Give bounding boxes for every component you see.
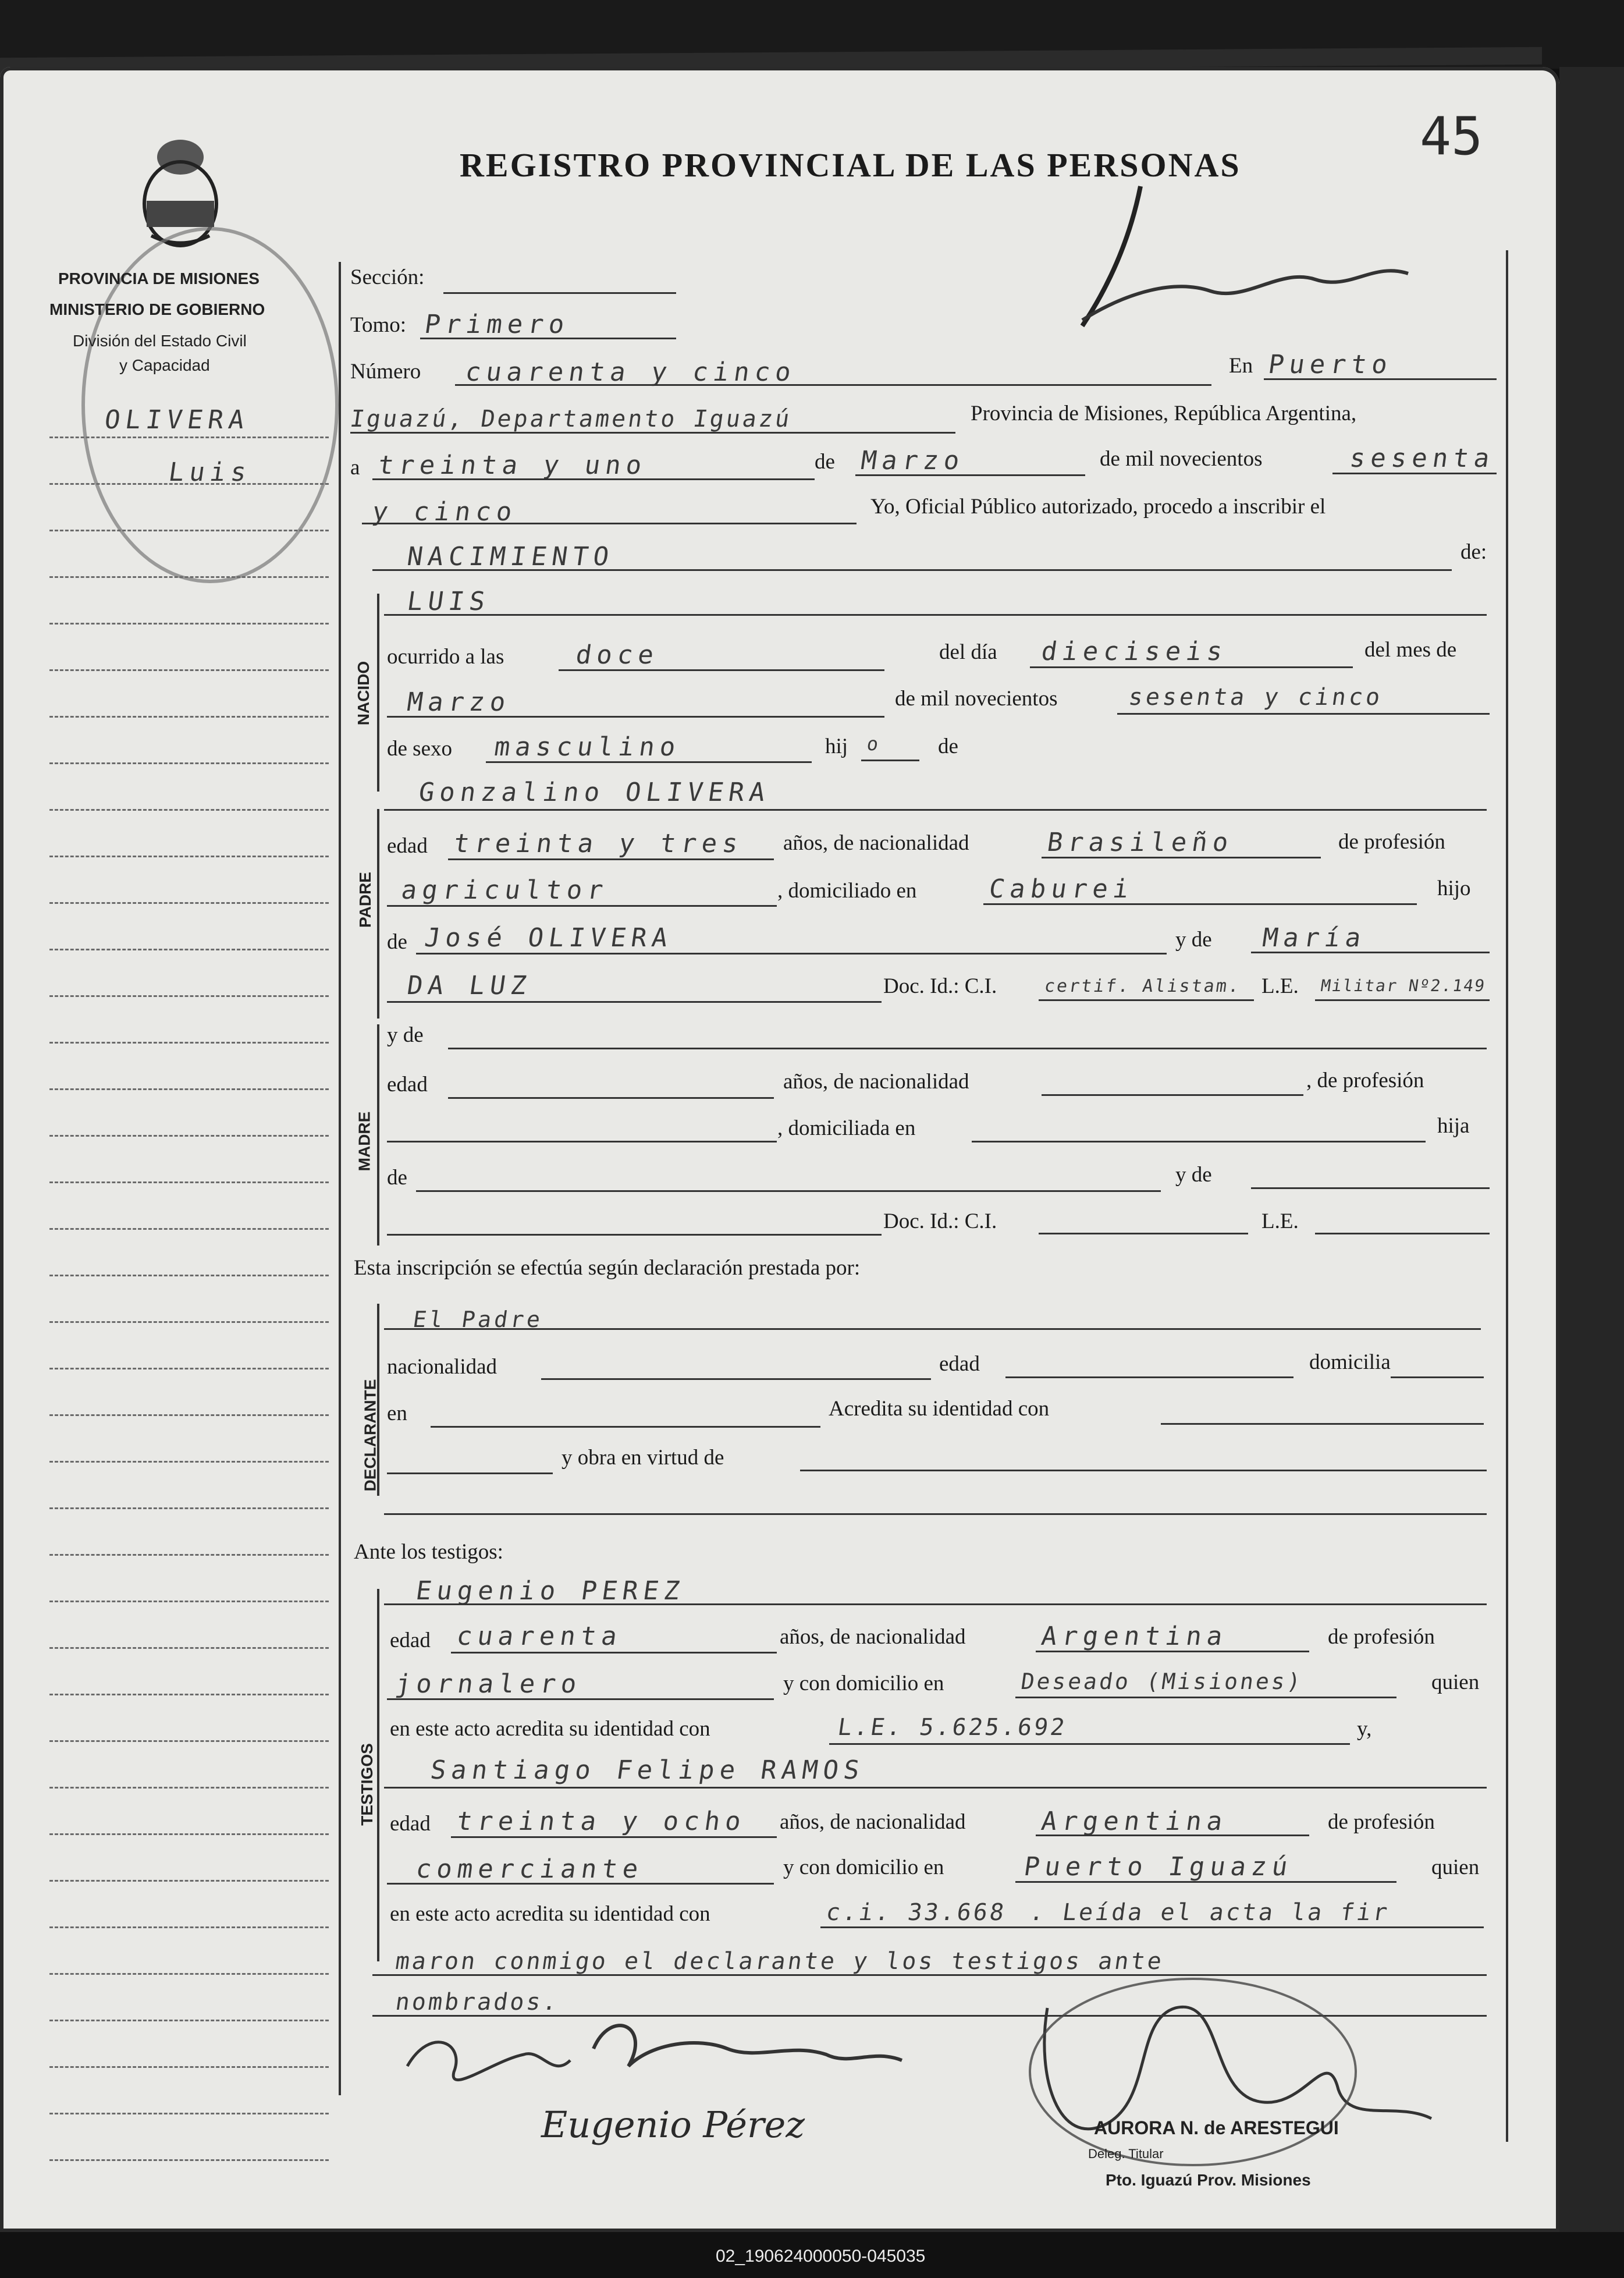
padre-nombre-line — [384, 809, 1487, 811]
padre-prof-label: de profesión — [1338, 830, 1445, 854]
testigo1-nombre-line — [384, 1603, 1487, 1605]
padre-prof-line — [387, 905, 777, 907]
nacido-label: NACIDO — [354, 661, 373, 726]
madre-doc-line — [1039, 1233, 1248, 1234]
padre-nac-line — [1042, 857, 1321, 858]
testigo1-acredita-label: en este acto acredita su identidad con — [390, 1717, 710, 1741]
testigo1-nac-line — [1036, 1651, 1309, 1652]
testigo1-edad-line — [451, 1652, 777, 1653]
padre-dom-label: , domiciliado en — [777, 879, 917, 903]
margin-ruled-line — [49, 2020, 329, 2021]
padre-dom-value: Caburei — [987, 874, 1136, 904]
declarante-acredita-line — [1161, 1423, 1484, 1425]
form-left-border — [339, 262, 341, 2095]
margin-ruled-line — [49, 1088, 329, 1090]
stamp-line-1: PROVINCIA DE MISIONES — [58, 269, 260, 288]
margin-ruled-line — [49, 623, 329, 625]
padre-le-label: L.E. — [1261, 974, 1299, 998]
margin-ruled-line — [49, 2159, 329, 2161]
testigo2-nac: Argentina — [1039, 1807, 1230, 1836]
testigo1-nac: Argentina — [1039, 1621, 1230, 1651]
stamp-line-3: División del Estado Civil — [73, 332, 247, 350]
margin-note-name: Luis — [166, 457, 254, 487]
nacido-mes-value: Marzo — [405, 687, 513, 717]
yo-text: Yo, Oficial Público autorizado, procedo a inscribir el — [870, 495, 1326, 519]
declarante-obra-pre-line — [387, 1472, 553, 1474]
testigo1-edad-label: edad — [390, 1628, 431, 1652]
margin-ruled-line — [49, 1042, 329, 1044]
madre-edad-label: edad — [387, 1073, 428, 1097]
lugar-line — [350, 432, 955, 434]
testigos-label: TESTIGOS — [357, 1743, 376, 1826]
margin-ruled-line — [49, 856, 329, 857]
nacido-anio-value: sesenta y cinco — [1127, 684, 1385, 711]
padre-padre-line — [416, 953, 1167, 955]
nacido-nombre: LUIS — [405, 587, 492, 616]
padre-bracket — [377, 809, 379, 1019]
padre-padre-value: José OLIVERA — [422, 923, 675, 953]
margin-ruled-line — [49, 1275, 329, 1276]
page-number: 45 — [1420, 106, 1483, 167]
madre-nac-line — [1042, 1094, 1303, 1096]
anio-value-2: y cinco — [370, 497, 520, 527]
declarante-nombre-line — [384, 1328, 1481, 1330]
nacido-nombre-line — [384, 614, 1487, 616]
declarante-edad-line — [1005, 1376, 1293, 1378]
madre-nac-label: años, de nacionalidad — [783, 1070, 969, 1094]
seccion-label: Sección: — [350, 265, 425, 289]
tomo-value: Primero — [422, 310, 572, 339]
margin-ruled-line — [49, 1181, 329, 1183]
madre-de-line — [416, 1190, 1161, 1192]
del-dia-label: del día — [939, 640, 997, 664]
testigo1-dom-label: y con domicilio en — [783, 1672, 944, 1695]
margin-ruled-line — [49, 716, 329, 718]
testigo1-y-label: y, — [1357, 1717, 1372, 1741]
margin-ruled-line — [49, 902, 329, 904]
madre-hija-label: hija — [1437, 1114, 1470, 1138]
testigo1-quien-label: quien — [1431, 1670, 1480, 1694]
padre-nac-value: Brasileño — [1045, 828, 1236, 857]
declarante-acredita-label: Acredita su identidad con — [829, 1397, 1050, 1421]
form-right-border — [1506, 250, 1508, 2142]
declarante-obra-label: y obra en virtud de — [562, 1446, 724, 1470]
testigo1-nac-label: años, de nacionalidad — [780, 1625, 966, 1649]
acto-line — [372, 569, 1452, 571]
anio-value: sesenta — [1348, 443, 1497, 473]
testigo2-edad-line — [451, 1836, 777, 1838]
margin-ruled-line — [49, 2113, 329, 2114]
testigo1-prof-label: de profesión — [1328, 1625, 1435, 1649]
numero-label: Número — [350, 360, 421, 384]
padre-doc-value: certif. Alistam. — [1043, 976, 1242, 996]
margin-ruled-line — [49, 995, 329, 997]
margin-ruled-line — [49, 809, 329, 811]
testigo2-quien-label: quien — [1431, 1855, 1480, 1879]
testigo1-doc-line — [829, 1743, 1350, 1745]
padre-prof-value: agricultor — [399, 875, 610, 905]
testigo2-prof-line — [387, 1883, 774, 1885]
tomo-line — [420, 338, 676, 339]
anio-line — [1332, 473, 1497, 474]
lectura-2: maron conmigo el declarante y los testigos ante — [393, 1948, 1166, 1975]
madre-le-line — [1315, 1233, 1490, 1234]
padre-madre2-line — [387, 1001, 882, 1003]
margin-ruled-line — [49, 1740, 329, 1742]
madre-bracket — [377, 1024, 379, 1246]
lectura-1: . Leída el acta la fir — [1028, 1899, 1392, 1926]
margin-ruled-line — [49, 1228, 329, 1230]
testigo2-acredita-label: en este acto acredita su identidad con — [390, 1902, 710, 1926]
testigo2-edad-label: edad — [390, 1812, 431, 1836]
nacido-dia-value: dieciseis — [1039, 637, 1230, 666]
madre-yde-line — [448, 1048, 1487, 1049]
padre-edad-value: treinta y tres — [452, 829, 745, 858]
signature-perez: Eugenio Pérez — [541, 2103, 805, 2146]
margin-ruled-line — [49, 1321, 329, 1323]
declarante-dom-line — [1391, 1376, 1484, 1378]
hijo-label: hij — [825, 735, 848, 758]
padre-dom-line — [983, 903, 1417, 905]
en-label: En — [1229, 354, 1253, 378]
en-value: Puerto — [1266, 350, 1395, 379]
padre-madre-line — [1251, 952, 1490, 953]
declarante-en-label: en — [387, 1401, 407, 1425]
testigos-text: Ante los testigos: — [354, 1540, 503, 1564]
a-label: a — [350, 456, 360, 480]
stamp-line-2: MINISTERIO DE GOBIERNO — [49, 300, 265, 318]
oficial-stamp-1: AURORA N. de ARESTEGUI — [1094, 2117, 1339, 2138]
madre-prof-label: , de profesión — [1306, 1069, 1424, 1092]
declaracion-text: Esta inscripción se efectúa según declaración prestada por: — [354, 1256, 861, 1280]
madre-dom-label: , domiciliada en — [777, 1116, 916, 1140]
del-mes-label: del mes de — [1364, 638, 1457, 662]
padre-edad-label: edad — [387, 834, 428, 858]
madre-dom-line — [972, 1141, 1426, 1142]
margin-ruled-line — [49, 1973, 329, 1975]
en-line — [1264, 378, 1497, 380]
lectura-3: nombrados. — [393, 1989, 562, 2016]
testigo2-nombre-line — [384, 1787, 1487, 1789]
nacido-mil-label: de mil novecientos — [895, 687, 1058, 711]
madre-label: MADRE — [355, 1111, 374, 1172]
testigo1-edad: cuarenta — [454, 1621, 624, 1651]
margin-ruled-line — [49, 437, 329, 438]
lugar-value: Iguazú, Departamento Iguazú — [348, 406, 794, 432]
madre-prof-line — [387, 1141, 777, 1142]
sexo-label: de sexo — [387, 737, 452, 761]
padre-edad-line — [448, 858, 774, 860]
margin-ruled-line — [49, 2066, 329, 2068]
margin-ruled-line — [49, 1368, 329, 1369]
declarante-edad-label: edad — [939, 1352, 980, 1376]
nacido-mes-line — [387, 716, 884, 718]
testigo2-dom: Puerto Iguazú — [1022, 1852, 1295, 1882]
de-colon: de: — [1460, 540, 1487, 564]
madre-doc-label: Doc. Id.: C.I. — [883, 1209, 997, 1233]
hijo-line — [861, 760, 919, 761]
hora-value: doce — [574, 640, 661, 670]
mil-text: de mil novecientos — [1100, 447, 1263, 471]
margin-ruled-line — [49, 576, 329, 578]
page-title: REGISTRO PROVINCIAL DE LAS PERSONAS — [460, 146, 1241, 184]
declarante-obra-line — [800, 1470, 1487, 1471]
margin-note-surname: OLIVERA — [102, 405, 252, 435]
padre-de-label: de — [387, 930, 407, 954]
header-signature-flourish — [1059, 175, 1420, 367]
margin-ruled-line — [49, 1833, 329, 1835]
margin-ruled-line — [49, 669, 329, 671]
seccion-line — [443, 292, 676, 294]
madre-yde2-line — [1251, 1187, 1490, 1189]
numero-line — [455, 384, 1211, 386]
stamp-line-4: y Capacidad — [119, 356, 210, 374]
dia-value: treinta y uno — [376, 450, 649, 480]
padre-madre-value: María — [1260, 923, 1369, 953]
testigo1-prof-line — [387, 1698, 774, 1700]
padre-doc-label: Doc. Id.: C.I. — [883, 974, 997, 998]
margin-ruled-line — [49, 1694, 329, 1695]
madre-de-label: de — [387, 1166, 407, 1190]
testigo2-edad: treinta y ocho — [454, 1807, 748, 1836]
margin-ruled-line — [49, 530, 329, 531]
margin-ruled-line — [49, 949, 329, 950]
numero-value: cuarenta y cinco — [463, 357, 798, 387]
acto-value: NACIMIENTO — [405, 542, 616, 572]
lectura1-line — [820, 1926, 1484, 1928]
margin-ruled-line — [49, 1461, 329, 1463]
margin-ruled-line — [49, 1880, 329, 1882]
declarante-end-line — [384, 1513, 1487, 1515]
margin-ruled-line — [49, 1414, 329, 1416]
oficial-stamp-3: Pto. Iguazú Prov. Misiones — [1106, 2171, 1311, 2189]
padre-label: PADRE — [356, 872, 374, 928]
provincia-text: Provincia de Misiones, República Argentina, — [971, 402, 1357, 425]
sexo-line — [486, 761, 812, 763]
testigo2-nac-line — [1036, 1835, 1309, 1836]
page-stack-edge — [1559, 67, 1624, 2232]
declarante-dom-label: domicilia — [1309, 1350, 1391, 1374]
padre-hijo-label: hijo — [1437, 877, 1471, 900]
testigo2-prof-label: de profesión — [1328, 1810, 1435, 1834]
padre-nac-label: años, de nacionalidad — [783, 831, 969, 855]
testigos-bracket — [377, 1589, 379, 1961]
testigo2-nac-label: años, de nacionalidad — [780, 1810, 966, 1834]
testigo2-nombre: Santiago Felipe RAMOS — [428, 1755, 866, 1785]
madre-le-label: L.E. — [1261, 1209, 1299, 1233]
anio2-line — [362, 523, 857, 524]
handwritten-signatures — [349, 1973, 1501, 2217]
ocurrido-label: ocurrido a las — [387, 645, 504, 669]
margin-ruled-line — [49, 1926, 329, 1928]
declarante-en-line — [431, 1426, 820, 1428]
dia-line — [372, 478, 815, 480]
nacido-dia-line — [1030, 666, 1353, 668]
padre-le-line — [1315, 999, 1490, 1001]
testigo2-doc: c.i. 33.668 — [824, 1899, 1008, 1926]
padre-doc-line — [1039, 999, 1254, 1001]
margin-ruled-line — [49, 1647, 329, 1649]
nacido-anio-line — [1117, 713, 1490, 715]
padre-yde-label: y de — [1175, 928, 1212, 952]
declarante-nac-line — [541, 1378, 931, 1380]
margin-ruled-line — [49, 1135, 329, 1137]
declarante-nac-label: nacionalidad — [387, 1355, 497, 1379]
footer-id: 02_190624000050-045035 — [716, 2247, 926, 2266]
nacido-de-label: de — [938, 735, 958, 758]
de-label: de — [815, 450, 835, 474]
madre-yde-label: y de — [387, 1023, 424, 1047]
oficial-stamp-2: Deleg. Titular — [1088, 2146, 1164, 2161]
madre-nombre2-line — [387, 1234, 882, 1236]
testigo2-dom-label: y con domicilio en — [783, 1855, 944, 1879]
madre-yde2-label: y de — [1175, 1163, 1212, 1187]
declarante-nombre: El Padre — [411, 1307, 545, 1332]
testigo2-dom-line — [1015, 1881, 1396, 1883]
testigo1-doc: L.E. 5.625.692 — [836, 1714, 1069, 1741]
testigo1-dom: Deseado (Misiones) — [1019, 1669, 1305, 1694]
padre-le-value: Militar Nº2.149 — [1319, 976, 1487, 995]
padre-madre-value-2: DA LUZ — [405, 971, 534, 1000]
testigo1-dom-line — [1015, 1697, 1396, 1698]
mes-line — [855, 474, 1085, 476]
nacido-bracket — [377, 594, 379, 792]
padre-nombre: Gonzalino OLIVERA — [417, 778, 772, 807]
margin-ruled-line — [49, 1787, 329, 1789]
mes-value: Marzo — [859, 446, 967, 476]
testigo1-nombre: Eugenio PEREZ — [414, 1576, 687, 1606]
sexo-value: masculino — [492, 732, 683, 762]
testigo1-prof: jornalero — [393, 1669, 584, 1699]
testigo2-prof: comerciante — [414, 1854, 646, 1884]
hijo-value: o — [865, 733, 885, 755]
margin-ruled-line — [49, 1601, 329, 1602]
margin-ruled-line — [49, 1554, 329, 1556]
margin-ruled-line — [49, 1507, 329, 1509]
madre-edad-line — [448, 1097, 774, 1099]
margin-ruled-line — [49, 762, 329, 764]
tomo-label: Tomo: — [350, 313, 407, 337]
margin-ruled-line — [49, 483, 329, 485]
hora-line — [559, 669, 884, 671]
declarante-label: DECLARANTE — [361, 1379, 379, 1492]
